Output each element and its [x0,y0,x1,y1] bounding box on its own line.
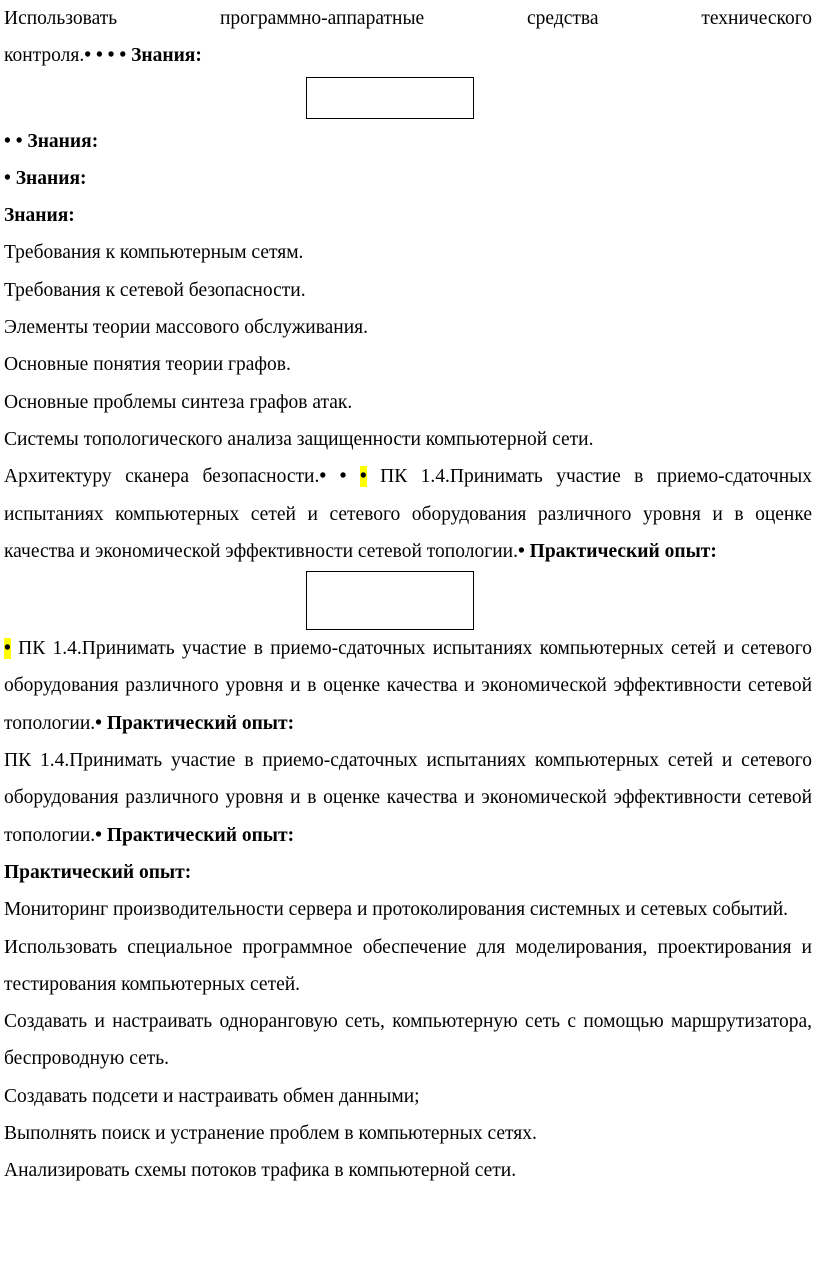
bullet-marks: • • • • [84,45,127,67]
practice-item: Создавать и настраивать одноранговую сеть, компьютерную сеть с помощью маршрутизатора, беспроводную сеть. [4,1011,812,1070]
knowledge-item: Системы топологического анализа защищенности компьютерной сети. [4,428,594,450]
practice-item: Мониторинг производительности сервера и протоколирования системных и сетевых событий. [4,899,789,921]
knowledge-heading: Знания: [15,167,87,189]
knowledge-item: Элементы теории массового обслуживания. [4,317,369,339]
intro-text-2: контроля. [4,45,85,67]
knowledge-heading: Знания: [4,205,75,227]
bullet-mark: • [95,824,102,846]
practice-heading: Практический опыт: [529,540,717,562]
intro-line-2 [4,37,812,74]
pk-text: ПК 1.4.Принимать участие в приемо-сдаточных испытаниях компьютерных сетей и сетевого оборудования различного уровня и в оценке качества и экономической эффективности сетевой топологии. [4,466,812,562]
empty-frame-wrapper [4,570,812,630]
heading-c [4,197,812,234]
intro-text-1: Использовать программно-аппаратные средства технического [4,8,812,29]
highlighted-bullet: • [359,466,367,488]
architecture-text: Архитектуру сканера безопасности. [4,466,320,488]
practice-heading: Практический опыт: [106,824,295,846]
highlighted-bullet: • [4,638,11,660]
bullet-mark: • [95,712,102,734]
bullet-marks: • • [319,466,347,488]
practice-heading: Практический опыт: [4,861,192,883]
practice-item: Анализировать схемы потоков трафика в компьютерной сети. [4,1160,517,1182]
heading-b [4,160,812,197]
knowledge-item: Основные понятия теории графов. [4,354,291,376]
knowledge-heading: Знания: [131,45,202,67]
knowledge-heading: Знания: [27,130,99,152]
pk-paragraph-1 [4,630,812,742]
bullet-marks: • [4,167,11,189]
practice-heading: Практический опыт: [106,712,295,734]
intro-line-1 [4,0,812,37]
bullet-mark: • [517,540,525,562]
knowledge-item: Требования к сетевой безопасности. [4,279,306,301]
architecture-paragraph [4,458,812,570]
knowledge-item: Основные проблемы синтеза графов атак. [4,391,353,413]
pk-paragraph-2 [4,742,812,854]
pk-text: ПК 1.4.Принимать участие в приемо-сдаточных испытаниях компьютерных сетей и сетевого оборудования различного уровня и в оценке качества и экономической эффективности сетевой топологии. [4,750,812,846]
empty-frame [306,77,474,119]
practice-item: Создавать подсети и настраивать обмен данными; [4,1085,420,1107]
empty-frame-wrapper [4,75,812,123]
empty-frame [306,571,474,630]
practice-item: Использовать специальное программное обеспечение для моделирования, проектирования и тестирования компьютерных сетей. [4,936,812,995]
pk-text: ПК 1.4.Принимать участие в приемо-сдаточных испытаниях компьютерных сетей и сетевого оборудования различного уровня и в оценке качества и экономической эффективности сетевой топологии. [4,638,812,734]
knowledge-item: Требования к компьютерным сетям. [4,242,304,264]
heading-a [4,123,812,160]
bullet-marks: • • [4,130,23,152]
practice-item: Выполнять поиск и устранение проблем в компьютерных сетях. [4,1123,537,1145]
